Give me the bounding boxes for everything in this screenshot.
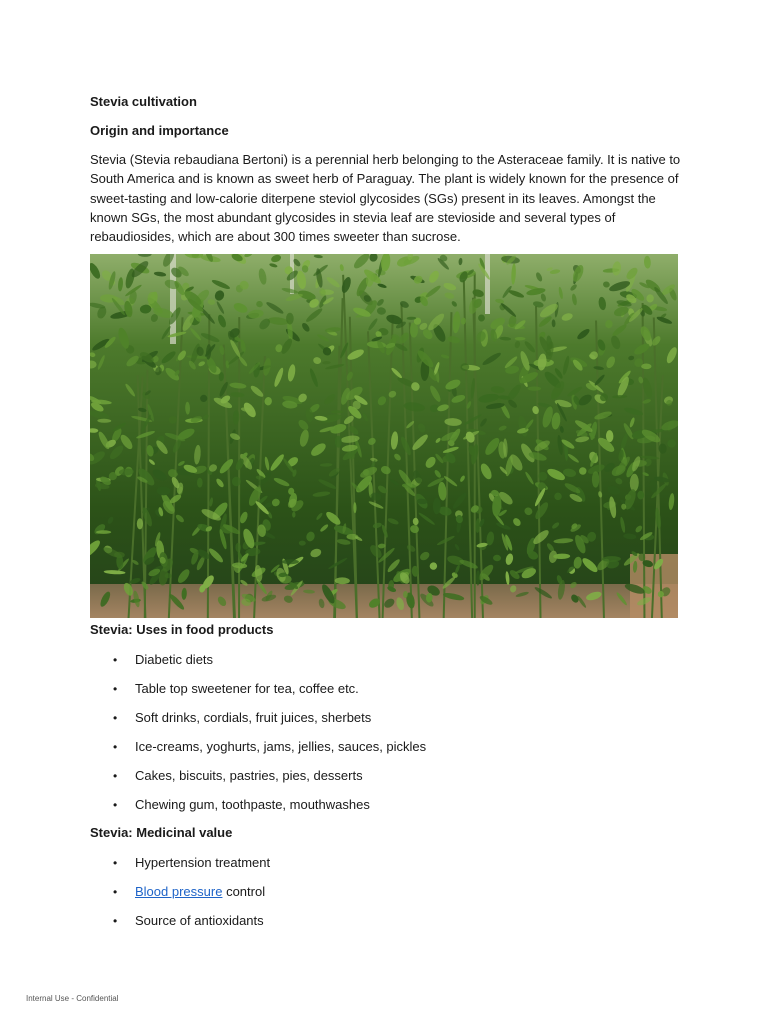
list-item: • Diabetic diets (113, 652, 214, 667)
bullet-icon: • (113, 769, 118, 783)
list-item: • Source of antioxidants (113, 913, 264, 928)
bullet-icon: • (113, 885, 118, 899)
confidentiality-footer: Internal Use - Confidential (26, 994, 119, 1003)
list-item: • Hypertension treatment (113, 855, 271, 870)
stevia-plants-photo (90, 254, 678, 618)
section-heading-medicinal: Stevia: Medicinal value (90, 825, 233, 840)
bullet-icon: • (113, 682, 118, 696)
list-item: • Blood pressure control (113, 884, 266, 899)
bullet-icon: • (113, 798, 118, 812)
blood-pressure-link[interactable]: Blood pressure (135, 884, 223, 899)
intro-paragraph: Stevia (Stevia rebaudiana Bertoni) is a perennial herb belonging to the Asteraceae family. It is native to South America and is known as sweet herb of Paraguay. The plant is widely known for the presence of sweet-tasting and low-calorie diterpene steviol glycosides (SGs) present in its leaves. Amongst the known SGs, the most abundant glycosides in stevia leaf are stevioside and several types of rebaudiosides, which are about 300 times sweeter than sucrose. (90, 152, 681, 245)
list-item: • Ice-creams, yoghurts, jams, jellies, sauces, pickles (113, 739, 427, 754)
bullet-icon: • (113, 711, 118, 725)
bullet-icon: • (113, 914, 118, 928)
bullet-icon: • (113, 856, 118, 870)
uses-list (90, 652, 650, 826)
bullet-icon: • (113, 740, 118, 754)
list-item: • Table top sweetener for tea, coffee etc. (113, 681, 359, 696)
list-item: • Soft drinks, cordials, fruit juices, sherbets (113, 710, 372, 725)
list-item: • Cakes, biscuits, pastries, pies, desserts (113, 768, 363, 783)
bullet-icon: • (113, 653, 118, 667)
medicinal-list (90, 855, 650, 942)
section-heading-origin: Origin and importance (90, 123, 229, 138)
document-title: Stevia cultivation (90, 94, 197, 109)
list-item: • Chewing gum, toothpaste, mouthwashes (113, 797, 370, 812)
section-heading-uses: Stevia: Uses in food products (90, 622, 274, 637)
